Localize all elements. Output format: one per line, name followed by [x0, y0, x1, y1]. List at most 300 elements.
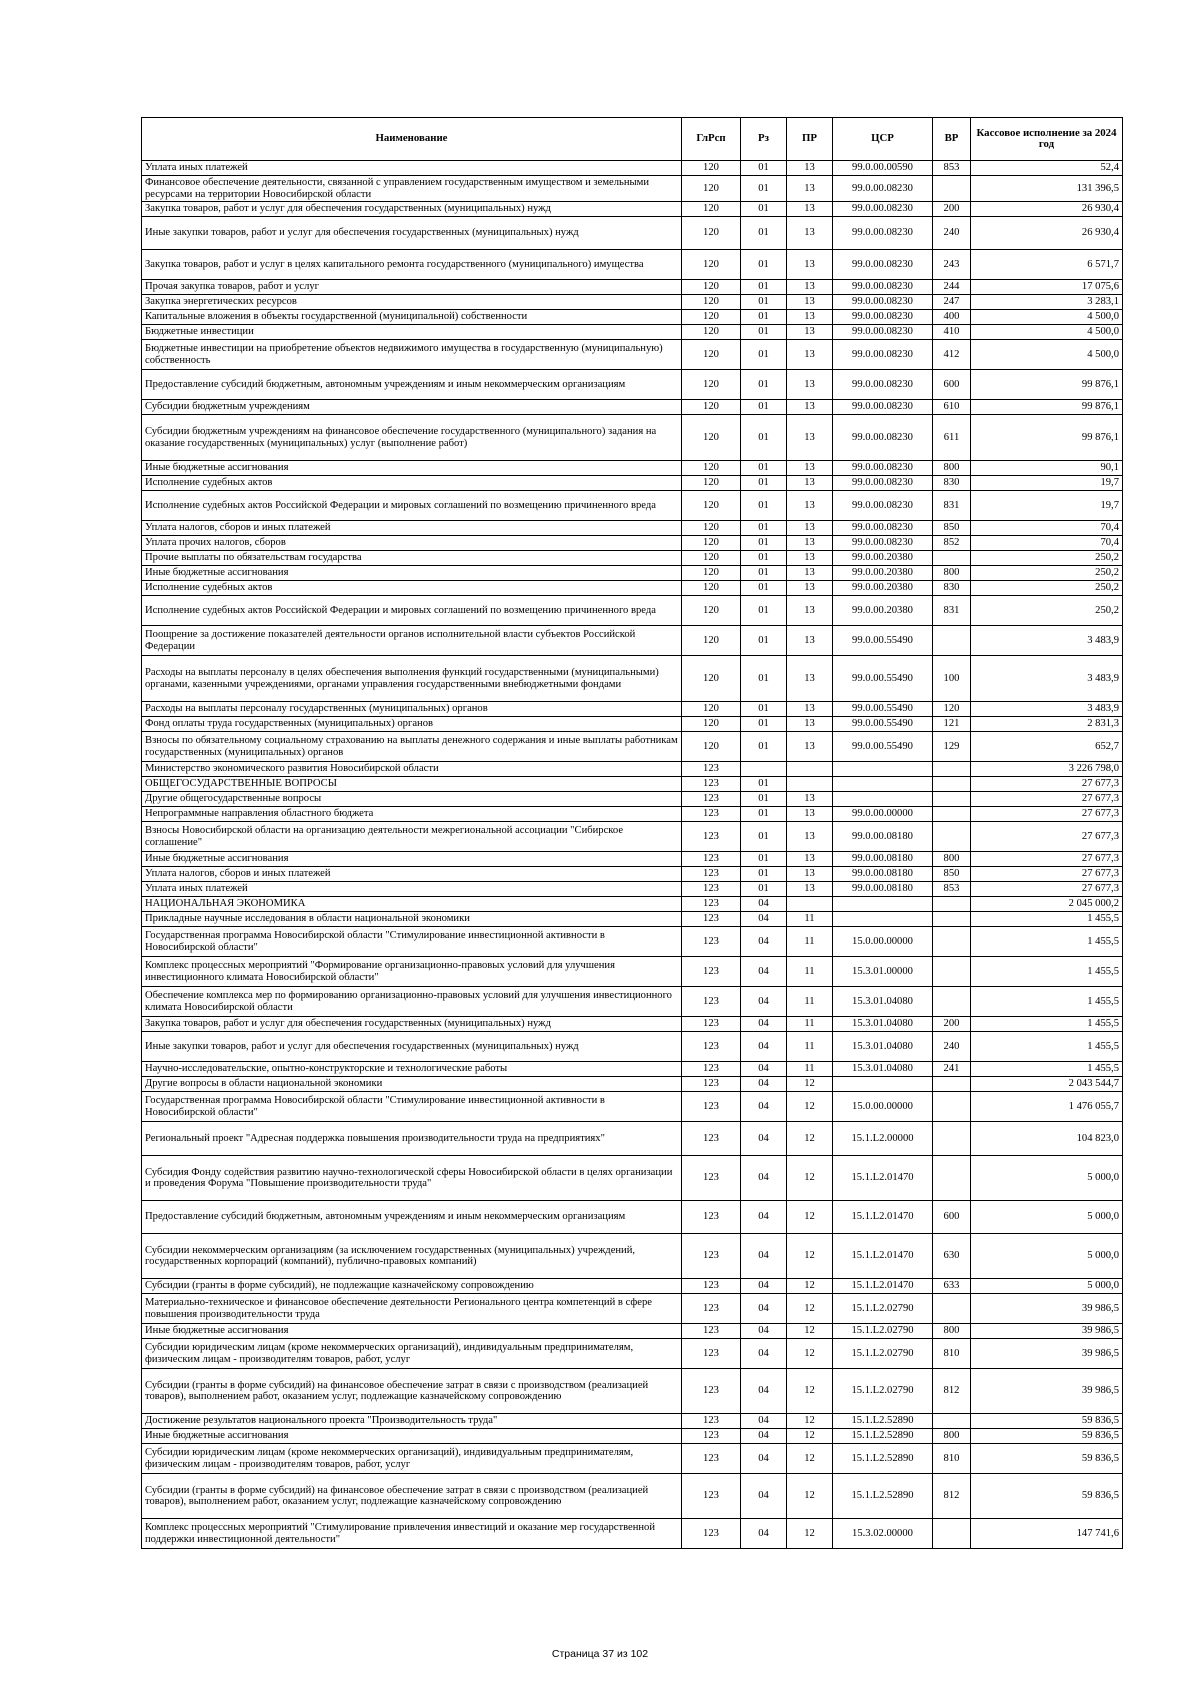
row-amount: 39 986,5 — [971, 1324, 1123, 1339]
row-vr: 850 — [933, 867, 971, 882]
row-csr: 15.1.L2.02790 — [833, 1369, 933, 1414]
table-row — [142, 521, 1123, 536]
row-amount: 1 455,5 — [971, 912, 1123, 927]
row-vr: 600 — [933, 370, 971, 400]
row-glrsp: 123 — [682, 1429, 741, 1444]
row-glrsp: 123 — [682, 1092, 741, 1122]
row-amount: 27 677,3 — [971, 807, 1123, 822]
row-csr — [833, 912, 933, 927]
row-amount: 1 455,5 — [971, 927, 1123, 957]
table-row — [142, 792, 1123, 807]
row-vr: 633 — [933, 1279, 971, 1294]
row-amount: 1 455,5 — [971, 1062, 1123, 1077]
row-amount: 52,4 — [971, 161, 1123, 176]
row-glrsp: 120 — [682, 250, 741, 280]
row-glrsp: 120 — [682, 370, 741, 400]
row-vr — [933, 987, 971, 1017]
row-rz: 01 — [741, 415, 787, 461]
table-row — [142, 1519, 1123, 1549]
row-vr: 800 — [933, 852, 971, 867]
row-rz: 01 — [741, 340, 787, 370]
row-pr: 12 — [787, 1294, 833, 1324]
row-amount: 131 396,5 — [971, 176, 1123, 202]
row-vr: 410 — [933, 325, 971, 340]
row-vr — [933, 957, 971, 987]
row-pr — [787, 762, 833, 777]
row-csr: 99.0.00.08230 — [833, 415, 933, 461]
row-pr: 11 — [787, 927, 833, 957]
row-name: Комплекс процессных мероприятий "Стимулирование привлечения инвестиций и оказание мер государственной поддержки инвестиционной деятельности" — [142, 1519, 682, 1549]
row-rz: 01 — [741, 202, 787, 217]
row-rz: 04 — [741, 1077, 787, 1092]
table-row — [142, 807, 1123, 822]
row-csr: 99.0.00.00000 — [833, 807, 933, 822]
row-vr: 611 — [933, 415, 971, 461]
row-pr: 12 — [787, 1339, 833, 1369]
row-vr: 830 — [933, 476, 971, 491]
row-amount: 6 571,7 — [971, 250, 1123, 280]
table-row — [142, 176, 1123, 202]
row-amount: 26 930,4 — [971, 217, 1123, 250]
row-amount: 4 500,0 — [971, 310, 1123, 325]
row-pr: 12 — [787, 1414, 833, 1429]
row-vr: 100 — [933, 656, 971, 702]
row-pr: 12 — [787, 1234, 833, 1279]
header-execution-2024: Кассовое исполнение за 2024 год — [971, 118, 1123, 161]
row-amount: 39 986,5 — [971, 1339, 1123, 1369]
row-glrsp: 123 — [682, 762, 741, 777]
row-glrsp: 123 — [682, 1062, 741, 1077]
row-glrsp: 120 — [682, 310, 741, 325]
row-amount: 3 483,9 — [971, 656, 1123, 702]
row-rz: 04 — [741, 1294, 787, 1324]
row-amount: 652,7 — [971, 732, 1123, 762]
row-csr: 15.1.L2.01470 — [833, 1234, 933, 1279]
row-glrsp: 123 — [682, 1201, 741, 1234]
row-vr — [933, 822, 971, 852]
table-row — [142, 310, 1123, 325]
row-name: Прикладные научные исследования в области национальной экономики — [142, 912, 682, 927]
budget-table-container — [141, 117, 1122, 1549]
row-name: Субсидии бюджетным учреждениям — [142, 400, 682, 415]
row-pr: 13 — [787, 732, 833, 762]
row-name: Исполнение судебных актов — [142, 476, 682, 491]
row-name: Материально-техническое и финансовое обеспечение деятельности Регионального центра компетенций в сфере повышения производительности труда — [142, 1294, 682, 1324]
row-rz: 04 — [741, 1234, 787, 1279]
row-vr: 810 — [933, 1339, 971, 1369]
row-vr — [933, 176, 971, 202]
row-csr: 99.0.00.08230 — [833, 491, 933, 521]
row-csr: 15.3.01.00000 — [833, 957, 933, 987]
table-row — [142, 217, 1123, 250]
row-vr — [933, 807, 971, 822]
table-row — [142, 536, 1123, 551]
row-glrsp: 123 — [682, 1414, 741, 1429]
row-csr: 99.0.00.08230 — [833, 476, 933, 491]
row-name: Научно-исследовательские, опытно-конструкторские и технологические работы — [142, 1062, 682, 1077]
table-row — [142, 370, 1123, 400]
row-amount: 250,2 — [971, 581, 1123, 596]
row-name: Иные бюджетные ассигнования — [142, 566, 682, 581]
row-vr: 240 — [933, 217, 971, 250]
row-glrsp: 123 — [682, 927, 741, 957]
table-row — [142, 1062, 1123, 1077]
row-name: Уплата прочих налогов, сборов — [142, 536, 682, 551]
row-vr: 129 — [933, 732, 971, 762]
row-glrsp: 120 — [682, 596, 741, 626]
row-rz: 01 — [741, 521, 787, 536]
row-csr: 99.0.00.08230 — [833, 310, 933, 325]
table-row — [142, 1444, 1123, 1474]
row-vr — [933, 792, 971, 807]
row-rz: 01 — [741, 566, 787, 581]
row-rz: 04 — [741, 1017, 787, 1032]
table-row — [142, 1092, 1123, 1122]
row-rz: 04 — [741, 1032, 787, 1062]
row-rz: 04 — [741, 1122, 787, 1156]
table-row — [142, 1414, 1123, 1429]
row-name: Финансовое обеспечение деятельности, связанной с управлением государственным имуществом и земельными ресурсами на территории Новосибирской области — [142, 176, 682, 202]
row-csr — [833, 792, 933, 807]
row-name: Региональный проект "Адресная поддержка повышения производительности труда на предприятиях" — [142, 1122, 682, 1156]
row-amount: 3 483,9 — [971, 702, 1123, 717]
table-row — [142, 867, 1123, 882]
row-csr: 99.0.00.00590 — [833, 161, 933, 176]
row-csr: 15.3.02.00000 — [833, 1519, 933, 1549]
row-amount: 3 483,9 — [971, 626, 1123, 656]
row-glrsp: 120 — [682, 521, 741, 536]
row-name: Государственная программа Новосибирской области "Стимулирование инвестиционной активности в Новосибирской области" — [142, 1092, 682, 1122]
row-rz: 01 — [741, 310, 787, 325]
row-glrsp: 120 — [682, 400, 741, 415]
row-csr: 99.0.00.55490 — [833, 702, 933, 717]
row-vr: 800 — [933, 566, 971, 581]
row-amount: 1 455,5 — [971, 1032, 1123, 1062]
row-name: Бюджетные инвестиции — [142, 325, 682, 340]
row-pr: 12 — [787, 1279, 833, 1294]
row-glrsp: 123 — [682, 1032, 741, 1062]
row-csr: 99.0.00.08180 — [833, 882, 933, 897]
row-glrsp: 123 — [682, 912, 741, 927]
row-glrsp: 120 — [682, 217, 741, 250]
row-name: Расходы на выплаты персоналу в целях обеспечения выполнения функций государственными (муниципальными) органами, казенными учреждениями, органами управления государственными внебюджетными фондами — [142, 656, 682, 702]
row-glrsp: 120 — [682, 536, 741, 551]
row-amount: 2 045 000,2 — [971, 897, 1123, 912]
row-pr: 12 — [787, 1092, 833, 1122]
row-name: ОБЩЕГОСУДАРСТВЕННЫЕ ВОПРОСЫ — [142, 777, 682, 792]
row-glrsp: 120 — [682, 202, 741, 217]
row-rz: 04 — [741, 1201, 787, 1234]
row-glrsp: 120 — [682, 551, 741, 566]
row-csr: 99.0.00.08230 — [833, 250, 933, 280]
row-name: Закупка товаров, работ и услуг в целях капитального ремонта государственного (муниципального) имущества — [142, 250, 682, 280]
row-glrsp: 123 — [682, 822, 741, 852]
row-glrsp: 120 — [682, 732, 741, 762]
table-row — [142, 882, 1123, 897]
table-row — [142, 777, 1123, 792]
row-rz: 01 — [741, 852, 787, 867]
table-row — [142, 852, 1123, 867]
header-glrsp: ГлРсп — [682, 118, 741, 161]
row-rz: 01 — [741, 732, 787, 762]
row-csr: 15.1.L2.00000 — [833, 1122, 933, 1156]
row-csr: 99.0.00.08230 — [833, 295, 933, 310]
row-name: Министерство экономического развития Новосибирской области — [142, 762, 682, 777]
row-name: Комплекс процессных мероприятий "Формирование организационно-правовых условий для улучшения инвестиционного климата Новосибирской области" — [142, 957, 682, 987]
row-csr: 99.0.00.20380 — [833, 551, 933, 566]
row-vr: 247 — [933, 295, 971, 310]
row-pr: 13 — [787, 176, 833, 202]
row-rz: 01 — [741, 161, 787, 176]
row-amount: 27 677,3 — [971, 867, 1123, 882]
row-glrsp: 123 — [682, 1279, 741, 1294]
row-rz: 01 — [741, 370, 787, 400]
row-glrsp: 120 — [682, 581, 741, 596]
row-vr — [933, 1519, 971, 1549]
row-amount: 27 677,3 — [971, 882, 1123, 897]
row-name: Субсидии (гранты в форме субсидий) на финансовое обеспечение затрат в связи с производством (реализацией товаров), выполнением работ, оказанием услуг, подлежащие казначейскому сопровождению — [142, 1474, 682, 1519]
row-csr: 15.1.L2.01470 — [833, 1201, 933, 1234]
row-vr: 812 — [933, 1369, 971, 1414]
row-amount: 4 500,0 — [971, 325, 1123, 340]
row-csr: 99.0.00.08230 — [833, 176, 933, 202]
row-name: НАЦИОНАЛЬНАЯ ЭКОНОМИКА — [142, 897, 682, 912]
row-glrsp: 123 — [682, 1234, 741, 1279]
row-vr: 120 — [933, 702, 971, 717]
row-name: Уплата налогов, сборов и иных платежей — [142, 867, 682, 882]
row-csr: 99.0.00.08230 — [833, 370, 933, 400]
row-amount: 27 677,3 — [971, 852, 1123, 867]
row-csr: 15.1.L2.02790 — [833, 1339, 933, 1369]
row-rz: 01 — [741, 250, 787, 280]
table-row — [142, 1324, 1123, 1339]
row-pr: 13 — [787, 717, 833, 732]
row-csr: 15.0.00.00000 — [833, 1092, 933, 1122]
row-pr: 13 — [787, 295, 833, 310]
row-vr: 800 — [933, 1324, 971, 1339]
row-csr: 15.3.01.04080 — [833, 987, 933, 1017]
row-name: Субсидии (гранты в форме субсидий) на финансовое обеспечение затрат в связи с производством (реализацией товаров), выполнением работ, оказанием услуг, подлежащие казначейскому сопровождению — [142, 1369, 682, 1414]
row-csr: 99.0.00.08230 — [833, 536, 933, 551]
row-amount: 147 741,6 — [971, 1519, 1123, 1549]
row-csr: 15.1.L2.02790 — [833, 1294, 933, 1324]
row-pr: 13 — [787, 656, 833, 702]
row-rz: 01 — [741, 476, 787, 491]
row-amount: 19,7 — [971, 491, 1123, 521]
row-rz: 01 — [741, 325, 787, 340]
row-csr: 99.0.00.08230 — [833, 461, 933, 476]
header-csr: ЦСР — [833, 118, 933, 161]
table-row — [142, 987, 1123, 1017]
row-pr: 12 — [787, 1122, 833, 1156]
table-row — [142, 340, 1123, 370]
table-row — [142, 1234, 1123, 1279]
row-rz: 04 — [741, 1324, 787, 1339]
row-pr: 13 — [787, 792, 833, 807]
row-rz: 04 — [741, 1369, 787, 1414]
row-amount: 2 831,3 — [971, 717, 1123, 732]
row-amount: 27 677,3 — [971, 777, 1123, 792]
row-name: Фонд оплаты труда государственных (муниципальных) органов — [142, 717, 682, 732]
row-name: Бюджетные инвестиции на приобретение объектов недвижимого имущества в государственную (муниципальную) собственность — [142, 340, 682, 370]
table-row — [142, 656, 1123, 702]
row-vr: 831 — [933, 596, 971, 626]
row-vr: 400 — [933, 310, 971, 325]
row-glrsp: 123 — [682, 1339, 741, 1369]
row-pr — [787, 777, 833, 792]
table-row — [142, 1077, 1123, 1092]
table-body — [142, 161, 1123, 1549]
row-pr: 11 — [787, 987, 833, 1017]
row-rz: 04 — [741, 1092, 787, 1122]
row-glrsp: 123 — [682, 987, 741, 1017]
row-csr: 15.3.01.04080 — [833, 1017, 933, 1032]
row-name: Уплата иных платежей — [142, 882, 682, 897]
table-row — [142, 1279, 1123, 1294]
row-rz: 01 — [741, 217, 787, 250]
row-glrsp: 120 — [682, 461, 741, 476]
row-glrsp: 120 — [682, 656, 741, 702]
row-amount: 70,4 — [971, 536, 1123, 551]
row-glrsp: 123 — [682, 1077, 741, 1092]
row-csr: 99.0.00.08230 — [833, 521, 933, 536]
row-pr: 12 — [787, 1324, 833, 1339]
table-row — [142, 566, 1123, 581]
row-name: Уплата налогов, сборов и иных платежей — [142, 521, 682, 536]
row-name: Непрограммные направления областного бюджета — [142, 807, 682, 822]
row-amount: 26 930,4 — [971, 202, 1123, 217]
row-csr: 99.0.00.20380 — [833, 566, 933, 581]
row-glrsp: 123 — [682, 1017, 741, 1032]
row-name: Другие вопросы в области национальной экономики — [142, 1077, 682, 1092]
row-amount: 59 836,5 — [971, 1429, 1123, 1444]
row-rz: 01 — [741, 656, 787, 702]
row-pr: 13 — [787, 280, 833, 295]
row-pr: 12 — [787, 1429, 833, 1444]
row-amount: 250,2 — [971, 551, 1123, 566]
row-glrsp: 123 — [682, 777, 741, 792]
row-csr: 99.0.00.08180 — [833, 852, 933, 867]
row-name: Поощрение за достижение показателей деятельности органов исполнительной власти субъектов Российской Федерации — [142, 626, 682, 656]
row-vr: 600 — [933, 1201, 971, 1234]
row-amount: 59 836,5 — [971, 1474, 1123, 1519]
row-vr — [933, 777, 971, 792]
row-amount: 99 876,1 — [971, 400, 1123, 415]
row-name: Субсидии (гранты в форме субсидий), не подлежащие казначейскому сопровождению — [142, 1279, 682, 1294]
row-name: Исполнение судебных актов — [142, 581, 682, 596]
table-row — [142, 250, 1123, 280]
table-row — [142, 1201, 1123, 1234]
row-csr: 99.0.00.08230 — [833, 280, 933, 295]
row-rz: 01 — [741, 551, 787, 566]
row-glrsp: 123 — [682, 1156, 741, 1201]
row-name: Расходы на выплаты персоналу государственных (муниципальных) органов — [142, 702, 682, 717]
row-amount: 5 000,0 — [971, 1201, 1123, 1234]
row-amount: 39 986,5 — [971, 1294, 1123, 1324]
row-glrsp: 120 — [682, 280, 741, 295]
row-csr: 99.0.00.20380 — [833, 581, 933, 596]
table-row — [142, 912, 1123, 927]
table-row — [142, 491, 1123, 521]
row-rz: 01 — [741, 867, 787, 882]
row-glrsp: 123 — [682, 957, 741, 987]
row-csr: 15.1.L2.52890 — [833, 1429, 933, 1444]
row-pr: 13 — [787, 521, 833, 536]
row-pr: 13 — [787, 161, 833, 176]
row-pr: 13 — [787, 250, 833, 280]
row-csr — [833, 1077, 933, 1092]
row-amount: 90,1 — [971, 461, 1123, 476]
row-pr: 13 — [787, 822, 833, 852]
row-glrsp: 123 — [682, 882, 741, 897]
row-rz: 01 — [741, 536, 787, 551]
row-vr — [933, 927, 971, 957]
table-row — [142, 717, 1123, 732]
row-amount: 39 986,5 — [971, 1369, 1123, 1414]
header-pr: ПР — [787, 118, 833, 161]
row-name: Капитальные вложения в объекты государственной (муниципальной) собственности — [142, 310, 682, 325]
row-pr: 11 — [787, 912, 833, 927]
row-glrsp: 120 — [682, 702, 741, 717]
table-row — [142, 822, 1123, 852]
row-glrsp: 120 — [682, 626, 741, 656]
row-rz: 04 — [741, 1279, 787, 1294]
row-pr: 12 — [787, 1444, 833, 1474]
row-amount: 59 836,5 — [971, 1414, 1123, 1429]
row-name: Закупка товаров, работ и услуг для обеспечения государственных (муниципальных) нужд — [142, 1017, 682, 1032]
row-rz — [741, 762, 787, 777]
row-vr: 240 — [933, 1032, 971, 1062]
row-name: Иные закупки товаров, работ и услуг для обеспечения государственных (муниципальных) нужд — [142, 1032, 682, 1062]
table-row — [142, 461, 1123, 476]
row-name: Закупка товаров, работ и услуг для обеспечения государственных (муниципальных) нужд — [142, 202, 682, 217]
row-pr: 12 — [787, 1519, 833, 1549]
row-name: Субсидии бюджетным учреждениям на финансовое обеспечение государственного (муниципального) задания на оказание государственных (муниципальных) услуг (выполнение работ) — [142, 415, 682, 461]
row-csr: 15.1.L2.52890 — [833, 1474, 933, 1519]
row-pr: 13 — [787, 536, 833, 551]
row-vr: 200 — [933, 1017, 971, 1032]
row-pr: 11 — [787, 957, 833, 987]
row-rz: 04 — [741, 1519, 787, 1549]
row-name: Иные бюджетные ассигнования — [142, 1429, 682, 1444]
table-row — [142, 1339, 1123, 1369]
row-glrsp: 123 — [682, 1324, 741, 1339]
row-amount: 250,2 — [971, 566, 1123, 581]
row-amount: 19,7 — [971, 476, 1123, 491]
table-header-row — [142, 118, 1123, 161]
row-vr: 810 — [933, 1444, 971, 1474]
row-glrsp: 123 — [682, 852, 741, 867]
row-vr — [933, 626, 971, 656]
row-glrsp: 123 — [682, 1369, 741, 1414]
row-vr: 831 — [933, 491, 971, 521]
row-name: Обеспечение комплекса мер по формированию организационно-правовых условий для улучшения инвестиционного климата Новосибирской области — [142, 987, 682, 1017]
row-glrsp: 123 — [682, 897, 741, 912]
row-name: Достижение результатов национального проекта "Производительность труда" — [142, 1414, 682, 1429]
table-row — [142, 927, 1123, 957]
row-pr: 13 — [787, 581, 833, 596]
row-rz: 01 — [741, 777, 787, 792]
row-csr: 99.0.00.08230 — [833, 340, 933, 370]
table-row — [142, 295, 1123, 310]
row-rz: 04 — [741, 1474, 787, 1519]
row-name: Иные бюджетные ассигнования — [142, 461, 682, 476]
row-amount: 250,2 — [971, 596, 1123, 626]
row-name: Закупка энергетических ресурсов — [142, 295, 682, 310]
table-row — [142, 626, 1123, 656]
row-pr: 11 — [787, 1017, 833, 1032]
row-pr: 13 — [787, 202, 833, 217]
